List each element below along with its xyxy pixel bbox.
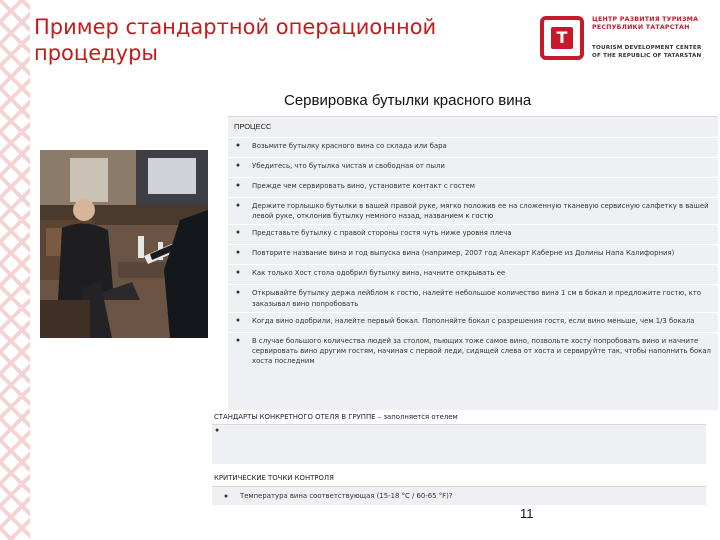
bullet-dot-icon: ● <box>235 336 241 344</box>
page-number: 11 <box>520 506 534 521</box>
bullet-dot-icon: ● <box>215 427 220 434</box>
tourism-center-logo <box>540 12 710 68</box>
logo-mark-icon <box>540 16 584 60</box>
critical-point-text: Температура вина соответствующая (15-18 °C / 60-65 °F)? <box>240 492 453 500</box>
list-item <box>228 284 718 311</box>
step-text: Повторите название вина и год выпуска вина (например, 2007 год Апекарт Каберне из Долины Напа Калифорния) <box>252 249 675 258</box>
decorative-side-pattern <box>0 0 30 540</box>
list-item <box>228 177 718 197</box>
bullet-dot-icon: ● <box>223 492 229 500</box>
step-text: Когда вино одобрили, налейте первый бокал. Пополняйте бокал с разрешения гостя, если вино меньше, чем 1/3 бокала <box>252 316 695 325</box>
list-item <box>228 244 718 264</box>
critical-points-table <box>212 472 706 505</box>
list-item <box>228 312 718 332</box>
logo-letter: T <box>551 27 573 49</box>
process-table <box>228 116 718 410</box>
step-text: В случае большого количества людей за столом, пьющих тоже самое вино, позвольте хосту попробовать вино и начните сервировать вино другим гостям, начиная с первой леди, сидящей слева от хоста и сервируйте так, чтобы наполнить бокал хоста последним <box>252 336 711 366</box>
step-text: Прежде чем сервировать вино, установите контакт с гостем <box>252 182 475 190</box>
list-item <box>228 157 718 177</box>
list-item <box>228 264 718 284</box>
bullet-dot-icon: ● <box>235 249 241 257</box>
wine-service-photo <box>40 150 208 338</box>
step-text: Возьмите бутылку красного вина со склада или бара <box>252 142 447 150</box>
wine-service-photo-illustration <box>40 150 208 338</box>
hotel-standards-table <box>212 411 706 464</box>
bullet-dot-icon: ● <box>235 316 241 324</box>
bullet-dot-icon: ● <box>235 142 241 149</box>
list-item <box>212 486 706 505</box>
step-text: Убедитесь, что бутылка чистая и свободная от пыли <box>252 162 445 170</box>
step-text: Как только Хост стола одобрил бутылку вина, начните открывать ее <box>252 269 506 278</box>
bullet-dot-icon: ● <box>235 229 241 237</box>
hotel-standards-body <box>212 424 706 464</box>
list-item <box>228 332 718 370</box>
section-heading: Сервировка бутылки красного вина <box>284 92 532 109</box>
bullet-dot-icon: ● <box>235 202 241 209</box>
logo-text-en: TOURISM DEVELOPMENT CENTER OF THE REPUBLIC OF TATARSTAN <box>592 45 702 59</box>
process-header: ПРОЦЕСС <box>234 122 272 131</box>
logo-text-ru: ЦЕНТР РАЗВИТИЯ ТУРИЗМА РЕСПУБЛИКИ ТАТАРСТАН <box>592 16 699 31</box>
bullet-dot-icon: ● <box>235 162 241 169</box>
bullet-dot-icon: ● <box>235 289 241 297</box>
hotel-standards-header: СТАНДАРТЫ КОНКРЕТНОГО ОТЕЛЯ В ГРУППЕ – заполняется отелем <box>212 411 706 424</box>
list-item <box>228 224 718 244</box>
list-item <box>228 137 718 157</box>
bullet-dot-icon: ● <box>235 182 241 189</box>
critical-points-header: КРИТИЧЕСКИЕ ТОЧКИ КОНТРОЛЯ <box>214 474 334 482</box>
step-text: Представьте бутылку с правой стороны гостя чуть ниже уровня плеча <box>252 229 512 238</box>
step-text: Открывайте бутылку держа лейблом к гостю, налейте небольшое количество вина 1 см в бокал и предложите гостю, кто заказывал вино попробовать <box>252 289 701 308</box>
slide-title: Пример стандартной операционной процедуры <box>34 15 437 65</box>
list-item <box>228 197 718 224</box>
bullet-dot-icon: ● <box>235 269 241 277</box>
step-text: Держите горлышко бутылки в вашей правой руке, мягко положив ее на сложенную тканевую сервисную салфетку в вашей левой руке, отклонив бутылку немного назад, названием к гостю <box>252 202 709 221</box>
process-steps-list <box>228 137 718 369</box>
